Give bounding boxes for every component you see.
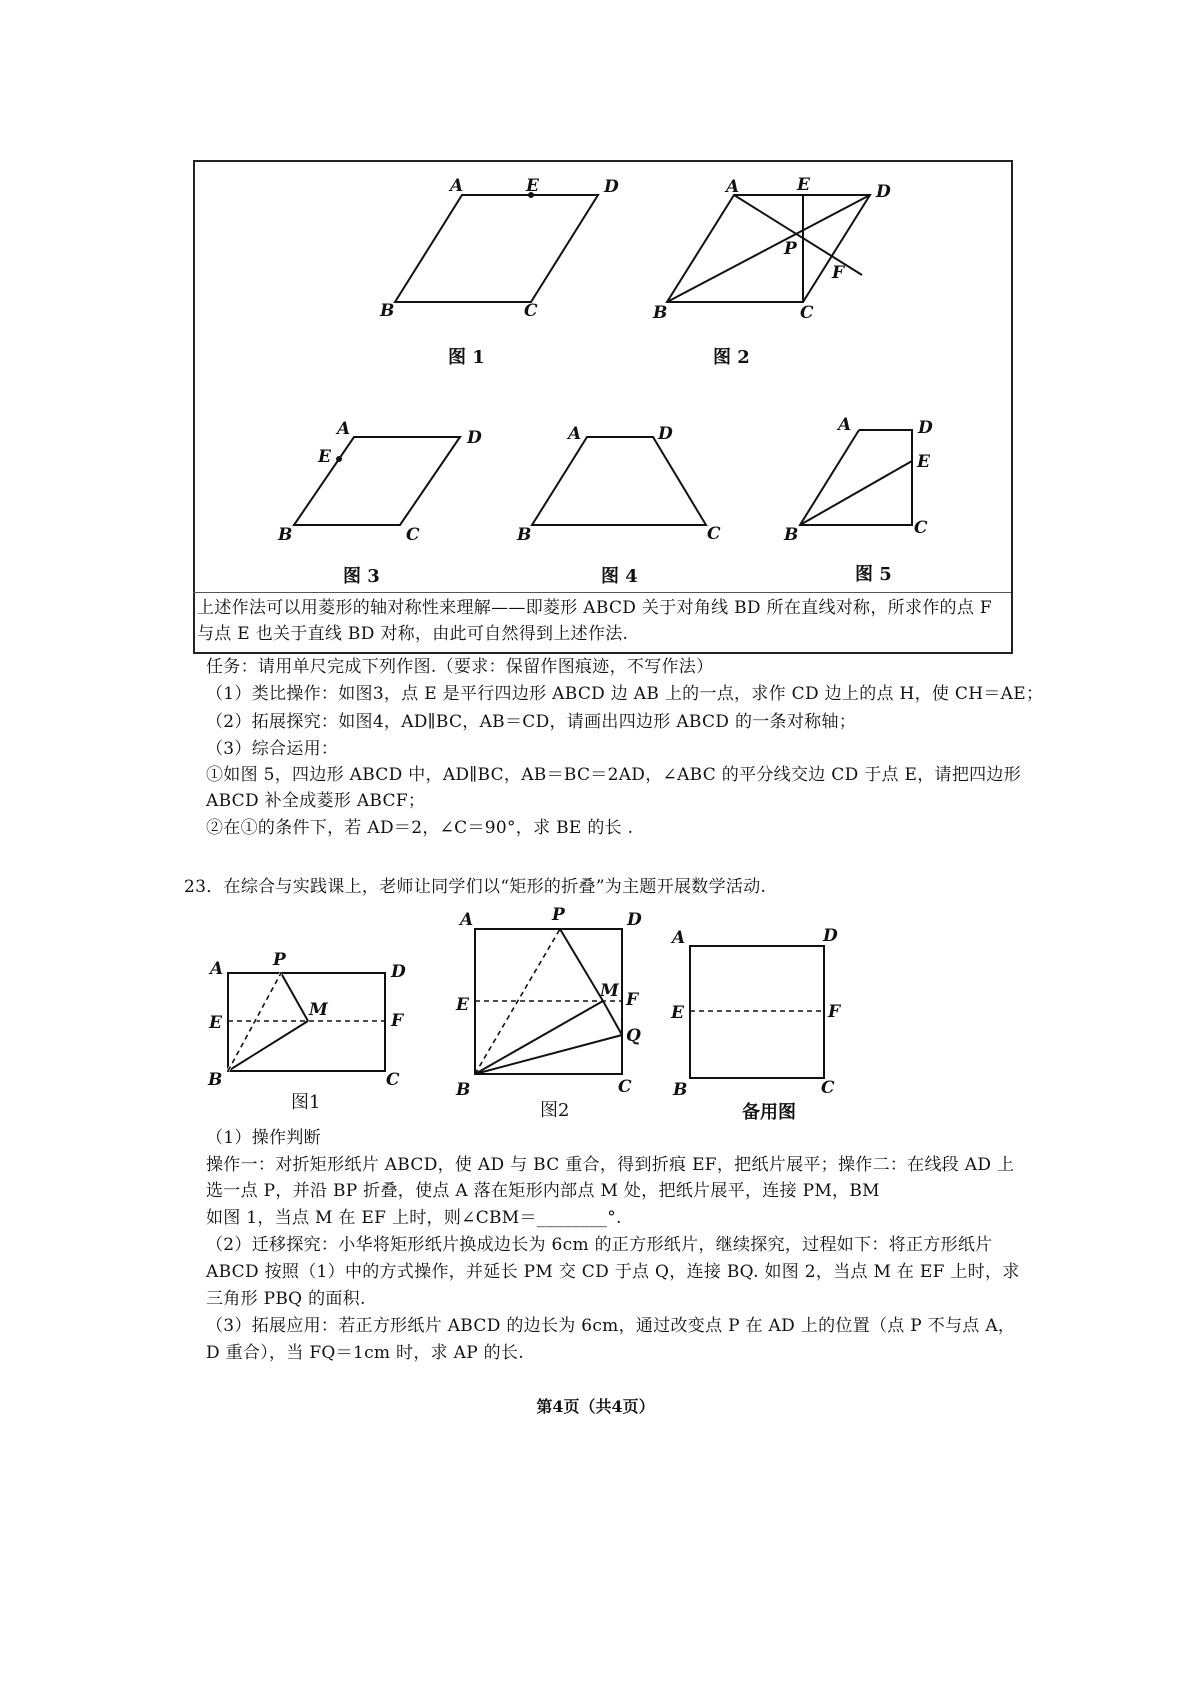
q23-fig2-label-m: M — [600, 981, 619, 1001]
fig4-caption: 图 4 — [601, 566, 638, 587]
q23-fig2-label-a: A — [460, 910, 474, 930]
q23-fig2-caption: 图2 — [540, 1100, 570, 1121]
box-text-line-2: 与点 E 也关于直线 BD 对称，由此可自然得到上述作法. — [197, 624, 629, 644]
fig2-label-d: D — [876, 182, 891, 202]
q23-fig2-label-f: F — [626, 990, 639, 1010]
q22-line-3: （2）拓展探究：如图4，AD∥BC，AB＝CD，请画出四边形 ABCD 的一条对称轴； — [206, 712, 857, 732]
q23-fig3-label-a: A — [672, 928, 686, 948]
fig2-caption: 图 2 — [713, 347, 750, 368]
fig4-label-b: B — [517, 525, 532, 545]
box-text-line-1: 上述作法可以用菱形的轴对称性来理解——即菱形 ABCD 关于对角线 BD 所在直线对称，所求作的点 F — [197, 598, 992, 618]
q23-fig2-label-c: C — [618, 1077, 632, 1097]
q23-figures — [0, 880, 1191, 1120]
fig2-label-c: C — [800, 303, 814, 323]
figure-2 — [667, 195, 870, 302]
fig2-label-p: P — [784, 239, 797, 259]
fig3-label-a: A — [337, 419, 351, 439]
q23-fig1-label-m: M — [309, 1000, 328, 1020]
q23-fig2-label-p: P — [552, 905, 565, 925]
q22-line-4: （3）综合运用： — [206, 739, 339, 759]
q23-fig3-label-f: F — [828, 1002, 841, 1022]
q23-figure-3 — [690, 946, 824, 1078]
fig5-label-a: A — [838, 415, 852, 435]
q23-fig2-label-e: E — [456, 995, 469, 1015]
q22-line-6: ABCD 补全成菱形 ABCF； — [206, 791, 426, 811]
q23-fig1-label-b: B — [208, 1070, 223, 1090]
fig3-point-e — [336, 456, 342, 462]
q23-line-2: 操作一：对折矩形纸片 ABCD，使 AD 与 BC 重合，得到折痕 EF，把纸片展平；操作二：在线段 AD 上 — [206, 1155, 1015, 1175]
fig5-label-b: B — [784, 525, 799, 545]
figure-5 — [800, 430, 912, 525]
q22-line-7: ②在①的条件下，若 AD＝2，∠C＝90°，求 BE 的长 . — [206, 818, 634, 838]
figure-4 — [532, 437, 706, 525]
q23-fig1-label-f: F — [391, 1011, 404, 1031]
fig3-label-c: C — [406, 525, 420, 545]
fig3-label-e: E — [318, 447, 331, 467]
q23-intro: 23．在综合与实践课上，老师让同学们以“矩形的折叠”为主题开展数学活动. — [184, 877, 767, 897]
q23-fig1-caption: 图1 — [291, 1092, 321, 1113]
fig2-label-e: E — [797, 175, 810, 195]
fig3-caption: 图 3 — [343, 566, 380, 587]
fig5-label-c: C — [914, 518, 928, 538]
page-footer: 第4页（共4页） — [536, 1397, 655, 1416]
q23-fig3-label-d: D — [823, 926, 838, 946]
fig1-label-a: A — [450, 176, 464, 196]
q23-fig3-label-c: C — [821, 1078, 835, 1098]
q22-line-1: 任务：请用单尺完成下列作图.（要求：保留作图痕迹，不写作法） — [206, 657, 714, 677]
q22-line-2: （1）类比操作：如图3，点 E 是平行四边形 ABCD 边 AB 上的一点，求作 CD 边上的点 H，使 CH＝AE； — [206, 684, 1044, 704]
q23-fig3-label-b: B — [673, 1080, 688, 1100]
fig2-label-f: F — [832, 263, 845, 283]
q23-line-4: 如图 1，当点 M 在 EF 上时，则∠CBM＝________°. — [206, 1208, 622, 1228]
fig1-label-b: B — [380, 301, 395, 321]
fig1-label-d: D — [604, 177, 619, 197]
q22-line-5: ①如图 5，四边形 ABCD 中，AD∥BC，AB＝BC＝2AD，∠ABC 的平分线交边 CD 于点 E，请把四边形 — [206, 765, 1022, 785]
fig1-rhombus — [395, 195, 598, 302]
q23-line-7: 三角形 PBQ 的面积. — [206, 1289, 366, 1309]
fig1-caption: 图 1 — [448, 347, 485, 368]
q23-line-8: （3）拓展应用：若正方形纸片 ABCD 的边长为 6cm，通过改变点 P 在 AD 上的位置（点 P 不与点 A， — [206, 1316, 1016, 1336]
fig3-label-b: B — [278, 525, 293, 545]
fig2-label-a: A — [726, 177, 740, 197]
q23-line-6: ABCD 按照（1）中的方式操作，并延长 PM 交 CD 于点 Q，连接 BQ. 如图 2，当点 M 在 EF 上时，求 — [206, 1262, 1020, 1282]
q23-fig1-label-d: D — [391, 962, 406, 982]
fig1-label-e: E — [526, 176, 539, 196]
q23-line-3: 选一点 P，并沿 BP 折叠，使点 A 落在矩形内部点 M 处，把纸片展平，连接 PM，BM — [206, 1181, 880, 1201]
fig1-label-c: C — [524, 301, 538, 321]
q23-line-1: （1）操作判断 — [206, 1128, 321, 1148]
q23-fig2-label-d: D — [627, 910, 642, 930]
q23-fig1-label-a: A — [210, 959, 224, 979]
q23-fig1-label-c: C — [386, 1070, 400, 1090]
fig2-label-b: B — [653, 303, 668, 323]
q23-fig2-label-q: Q — [626, 1026, 641, 1046]
q23-fig3-caption: 备用图 — [742, 1102, 796, 1123]
q23-fig1-label-e: E — [209, 1013, 222, 1033]
fig5-label-d: D — [918, 418, 933, 438]
fig5-caption: 图 5 — [855, 564, 892, 585]
q23-fig3-label-e: E — [671, 1003, 684, 1023]
fig3-label-d: D — [467, 428, 482, 448]
q23-fig2-label-b: B — [456, 1080, 471, 1100]
q23-line-5: （2）迁移探究：小华将矩形纸片换成边长为 6cm 的正方形纸片，继续探究，过程如下：将正方形纸片 — [206, 1235, 993, 1255]
fig4-label-a: A — [568, 424, 582, 444]
q23-fig1-label-p: P — [273, 950, 286, 970]
fig4-label-c: C — [707, 524, 721, 544]
q23-figure-1 — [228, 973, 385, 1071]
fig5-label-e: E — [917, 452, 930, 472]
q23-line-9: D 重合），当 FQ＝1cm 时，求 AP 的长. — [206, 1343, 524, 1363]
figure-1 — [0, 0, 1191, 700]
fig4-label-d: D — [658, 424, 673, 444]
